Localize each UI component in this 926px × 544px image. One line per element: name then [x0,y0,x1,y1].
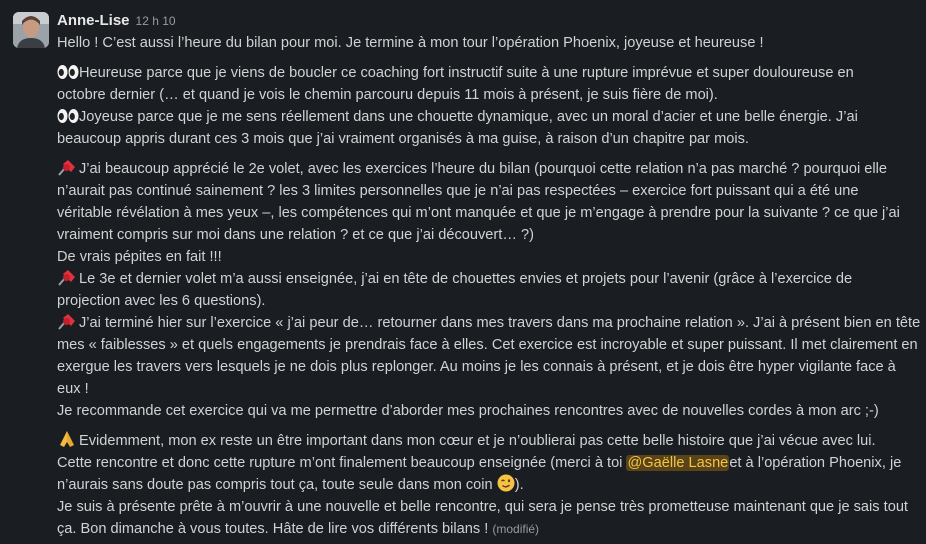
message-text: ). [514,477,524,493]
pushpin-icon [57,158,79,180]
eyes-icon [57,62,79,84]
message-text: et à l’opération Phoenix, je [729,455,902,471]
message-line: Je recommande cet exercice qui va me permettre d’aborder mes prochaines rencontres avec de nouvelles cordes à mon arc ;-) [57,403,879,419]
message-text: J’ai beaucoup apprécié le 2e volet, avec les exercices l’heure du bilan (pourquoi cette relation n’a pas marché ? pourquoi elle [79,161,888,177]
message-header [57,10,914,32]
message-line: beaucoup appris durant ces 3 mois que j’ai vraiment organisés à ma guise, à raison d’un chapitre par mois. [57,131,749,147]
winking-face-icon [497,477,515,493]
avatar[interactable] [13,12,49,48]
message-line: vraiment compris sur moi dans une relation ? et ce que j’ai découvert… ?) [57,227,534,243]
message-text: Cette rencontre et donc cette rupture m’ont finalement beaucoup enseignée (merci à toi [57,455,627,471]
paragraph [57,430,914,540]
message-text: Joyeuse parce que je me sens réellement dans une chouette dynamique, avec un moral d’acier et une belle énergie. J’ai [79,109,858,125]
message-text: Le 3e et dernier volet m’a aussi enseignée, j’ai en tête de chouettes envies et projets pour l’avenir (grâce à l’exercice de [79,271,853,287]
message-text: Heureuse parce que je viens de boucler ce coaching fort instructif suite à une rupture imprévue et super douloureuse en [79,65,854,81]
message-text: J’ai terminé hier sur l’exercice « j’ai peur de… retourner dans mes travers dans ma prochaine relation ». J’ai à présent bien en tête [79,315,921,331]
message-line: Hello ! C’est aussi l’heure du bilan pour moi. Je termine à mon tour l’opération Phoenix, joyeuse et heureuse ! [57,35,764,51]
message-text: Evidemment, mon ex reste un être important dans mon cœur et je n’oublierai pas cette belle histoire que j’ai vécue avec lui. [79,433,876,449]
message-text: ça. Bon dimanche à vous toutes. Hâte de lire vos différents bilans ! [57,521,493,537]
user-mention[interactable]: @Gaëlle Lasne [627,455,729,471]
timestamp[interactable]: 12 h 10 [135,14,176,28]
message-line: De vrais pépites en fait !!! [57,249,222,265]
message-line: octobre dernier (… et quand je vois le chemin parcouru depuis 11 mois à présent, je suis fière de moi). [57,87,718,103]
pushpin-icon [57,268,79,290]
edited-label: (modifié) [492,522,540,536]
message-line: véritable révélation à mes yeux –, les compétences qui m’ont manquée et que je m’engage à prendre pour la suivante ? ce que j’ai [57,205,900,221]
paragraph [57,62,914,150]
author-name[interactable]: Anne-Lise [57,12,130,29]
pushpin-icon [57,312,79,334]
message-line: mes « faiblesses » et quels engagements je prendrais face à elles. Cet exercice est incroyable et super puissant. Il met clairement en [57,337,918,353]
paragraph [57,158,921,422]
message-line: exergue les travers vers lesquels je ne dois plus replonger. Au moins je les connais à présent, et je dois être hyper vigilante face à [57,359,896,375]
message-line: Je suis à présente prête à m’ouvrir à une nouvelle et belle rencontre, qui sera je pense très prometteuse maintenant que je sais tout [57,499,908,515]
message-line: projection avec les 6 questions). [57,293,266,309]
message-text: n’aurais sans doute pas compris tout ça, toute seule dans mon coin [57,477,493,493]
message-line: eux ! [57,381,89,397]
eyes-icon [57,106,79,128]
message-line: n’aurait pas continué sainement ? les 3 limites personnelles que je n’ai pas respectées – exercice fort puissant qui a été une [57,183,859,199]
folded-hands-icon [57,430,79,452]
avatar-image [13,12,49,48]
